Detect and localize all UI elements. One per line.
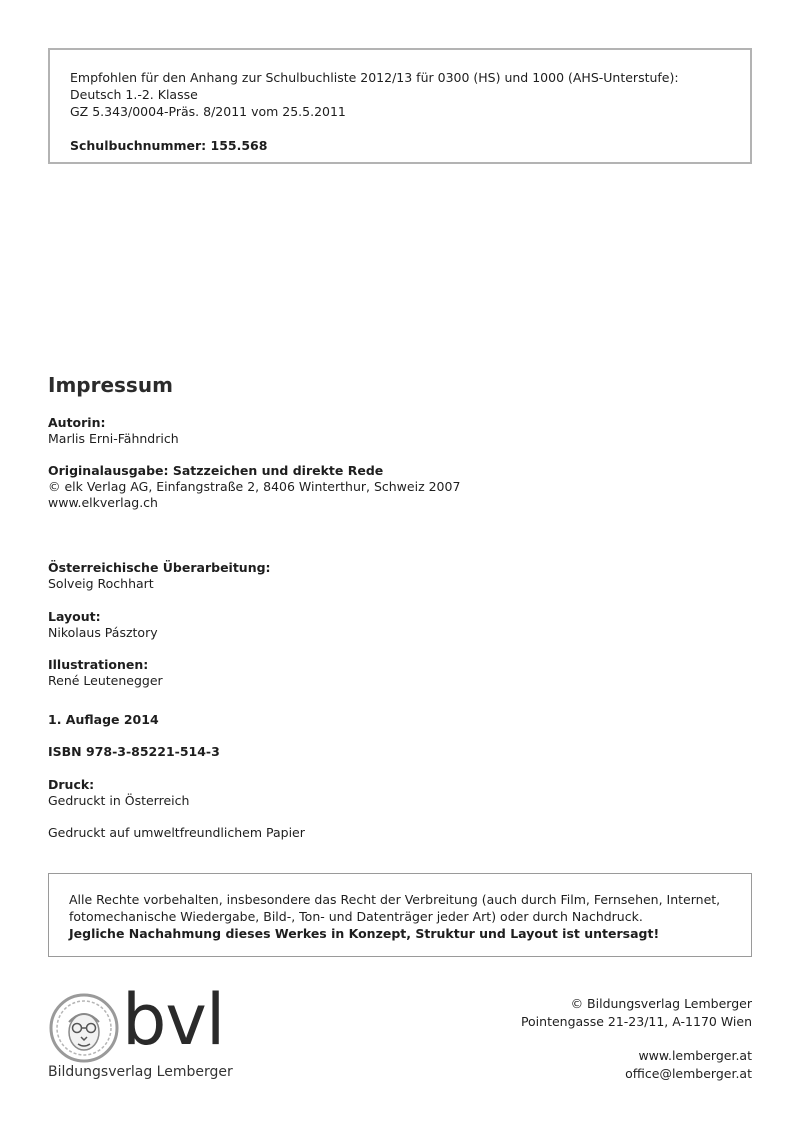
illustrationen-block (48, 657, 163, 689)
publisher-copyright: © Bildungsverlag Lemberger (570, 996, 752, 1011)
logo-wordmark: bvl (122, 979, 225, 1061)
autorin-block (48, 415, 179, 447)
original-line-1: © elk Verlag AG, Einfangstraße 2, 8406 Winterthur, Schweiz 2007 (48, 479, 461, 494)
autorin-value: Marlis Erni-Fähndrich (48, 431, 179, 446)
layout-block (48, 609, 158, 641)
isbn: ISBN 978-3-85221-514-3 (48, 744, 220, 759)
auflage-block (48, 712, 159, 728)
rights-line-2: fotomechanische Wiedergabe, Bild-, Ton- und Datenträger jeder Art) oder durch Nachdruck. (69, 909, 643, 924)
illustrationen-label: Illustrationen: (48, 657, 149, 672)
approval-line-1: Empfohlen für den Anhang zur Schulbuchliste 2012/13 für 0300 (HS) und 1000 (AHS-Unterstufe): (70, 70, 679, 85)
isbn-block (48, 744, 220, 760)
illustrationen-value: René Leutenegger (48, 673, 163, 688)
logo-publisher-name: Bildungsverlag Lemberger (48, 1064, 233, 1080)
lion-head-icon (48, 992, 120, 1064)
druck-value: Gedruckt in Österreich (48, 793, 190, 808)
ueberarbeitung-value: Solveig Rochhart (48, 576, 154, 591)
papier: Gedruckt auf umweltfreundlichem Papier (48, 825, 305, 840)
impressum-title: Impressum (48, 373, 173, 397)
publisher-contact (521, 995, 752, 1083)
publisher-logo (48, 979, 248, 1088)
publisher-address: Pointengasse 21-23/11, A-1170 Wien (520, 1014, 752, 1029)
approval-line-2: Deutsch 1.-2. Klasse (70, 87, 198, 102)
rights-line-3: Jegliche Nachahmung dieses Werkes in Konzept, Struktur und Layout ist untersagt! (69, 926, 660, 941)
publisher-website: www.lemberger.at (638, 1048, 752, 1063)
publisher-email: office@lemberger.at (625, 1066, 752, 1081)
layout-label: Layout: (48, 609, 101, 624)
druck-label: Druck: (48, 777, 95, 792)
auflage: 1. Auflage 2014 (48, 712, 159, 727)
approval-line-3: GZ 5.343/0004-Präs. 8/2011 vom 25.5.2011 (70, 104, 346, 119)
ueberarbeitung-label: Österreichische Überarbeitung: (48, 560, 271, 575)
layout-value: Nikolaus Pásztory (48, 625, 158, 640)
autorin-label: Autorin: (48, 415, 106, 430)
druck-block (48, 777, 189, 809)
rights-line-1: Alle Rechte vorbehalten, insbesondere das Recht der Verbreitung (auch durch Film, Fernsehen, Internet, (69, 892, 721, 907)
original-block (48, 463, 460, 511)
schulbuchnummer: Schulbuchnummer: 155.568 (70, 138, 268, 153)
original-website: www.elkverlag.ch (48, 495, 158, 510)
papier-block (48, 825, 305, 841)
rights-notice-box (48, 873, 752, 957)
approval-notice-box (48, 48, 752, 164)
ueberarbeitung-block (48, 560, 271, 592)
original-label: Originalausgabe: Satzzeichen und direkte Rede (48, 463, 384, 478)
